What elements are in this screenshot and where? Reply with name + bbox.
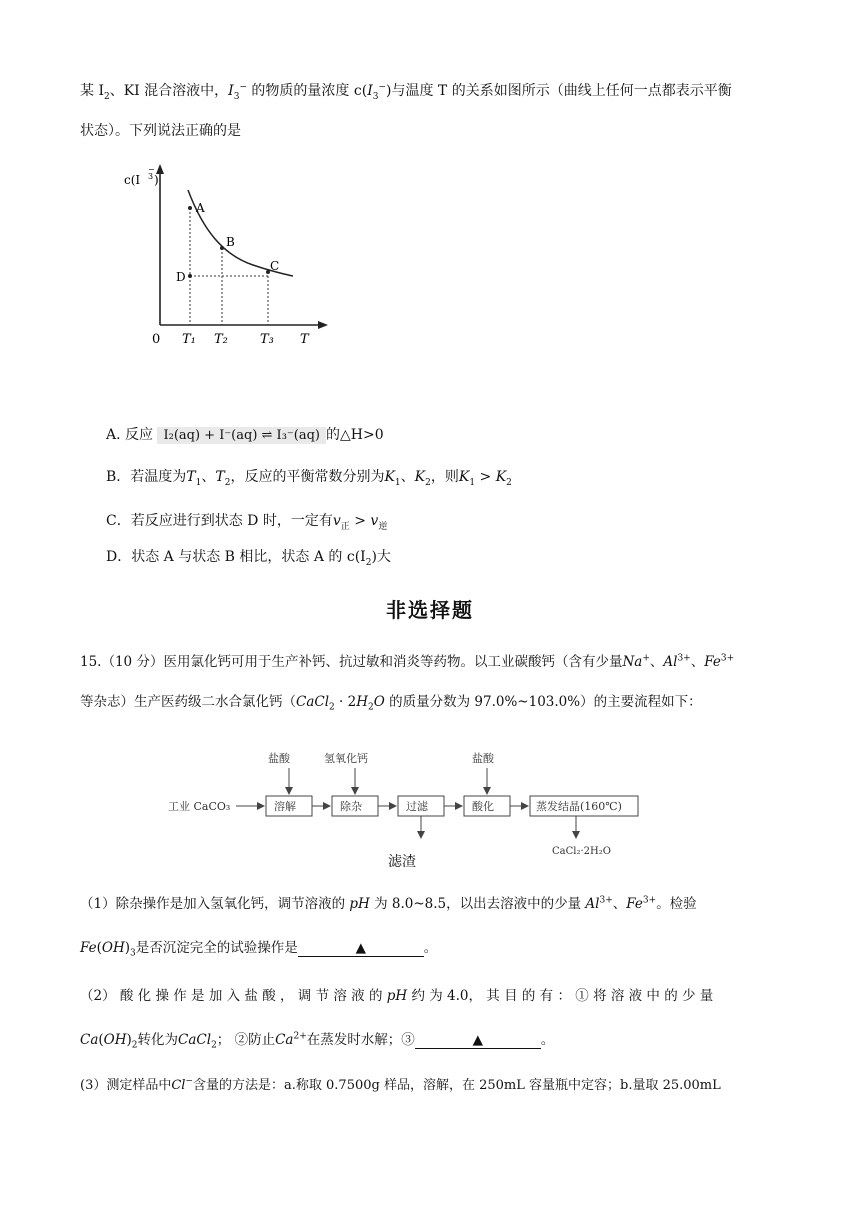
flow-start: 工业 CaCO₃ xyxy=(168,800,231,813)
equation-image: I₂(aq) + I⁻(aq) ⇌ I₃⁻(aq) xyxy=(157,427,326,444)
option-c-text: C．若反应进行到状态 D 时，一定有 xyxy=(106,513,333,529)
y-axis-label: c(I xyxy=(124,173,141,187)
v-reverse-sub: 逆 xyxy=(378,521,388,532)
part1-text: 为 8.0~8.5，以出去溶液中的少量 xyxy=(374,896,582,912)
flow-add-caoh2: 氢氧化钙 xyxy=(324,752,368,765)
origin-label: 0 xyxy=(152,332,161,347)
q15-part1-line1: （1）除杂操作是加入氢氧化钙，调节溶液的 pH 为 8.0~8.5，以出去溶液中的少量 $Al^{3+}$、$Fe^{3+}$。检验 xyxy=(80,895,697,912)
option-d-tail: )大 xyxy=(371,549,391,565)
part2-text: 约 为 4.0， 其 目 的 有 ： ① 将 溶 液 中 的 少 量 xyxy=(411,988,714,1004)
label-b: B xyxy=(226,235,235,249)
part2-text: 转化为 xyxy=(137,1032,179,1048)
y-axis-label-sub: 3 xyxy=(148,172,154,181)
stem-text: )与温度 T 的关系如图所示（曲线上任何一点都表示平衡 xyxy=(386,83,732,99)
tick-t2: T₂ xyxy=(214,332,228,347)
flow-add-hcl-2: 盐酸 xyxy=(472,752,494,765)
q15-part1-line2: $Fe(OH)_3$是否沉淀完全的试验操作是 ▲ 。 xyxy=(80,940,438,959)
q15-stem-text: 等杂志）生产医药级二水合氯化钙（ xyxy=(80,694,296,710)
answer-blank-2[interactable] xyxy=(415,1032,541,1049)
option-b-text: B．若温度为 xyxy=(106,469,187,485)
part2-text: （2） 酸 化 操 作 是 加 入 盐 酸 ， 调 节 溶 液 的 xyxy=(80,988,383,1004)
tick-t3: T₃ xyxy=(260,332,274,347)
label-d: D xyxy=(176,270,186,284)
option-b-text: ，反应的平衡常数分别为 xyxy=(230,469,385,485)
label-a: A xyxy=(196,201,205,215)
part3-text: (3）测定样品中 xyxy=(80,1078,172,1093)
option-a xyxy=(106,424,384,444)
flow-step1-label: 溶解 xyxy=(274,800,296,813)
part2-text: 在蒸发时水解；③ xyxy=(306,1032,415,1048)
x-axis-label: T xyxy=(300,332,309,347)
part1-text: 。 xyxy=(423,940,438,956)
v-forward-sub: 正 xyxy=(340,521,350,532)
flow-step3-label: 过滤 xyxy=(406,800,428,813)
part2-text: ； ②防止 xyxy=(216,1032,276,1048)
q15-stem-line1: 15.（10 分）医用氯化钙可用于生产补钙、抗过敏和消炎等药物。以工业碳酸钙（含有少量Na+、$Al^{3+}$、$Fe^{3+}$ xyxy=(80,653,735,670)
option-a-suffix: 的△H>0 xyxy=(325,427,384,443)
part1-text: 。检验 xyxy=(656,896,697,912)
flow-add-hcl-1: 盐酸 xyxy=(268,752,290,765)
option-d-text: D．状态 A 与状态 B 相比，状态 A 的 c(I xyxy=(106,549,366,565)
stem-text: 某 I xyxy=(80,83,104,99)
q14-stem-line1: 某 $I_2$、KI 混合溶液中，$I_3^-$ 的物质的量浓度 $c(I_3^-)$与温度 T 的关系如图所示（曲线上任何一点都表示平衡 xyxy=(80,82,732,102)
option-b: B．若温度为$T_1$、$T_2$，反应的平衡常数分别为$K_1$、$K_2$，则$K_1 > K_2$ xyxy=(106,469,512,488)
option-a-prefix: A. 反应 xyxy=(106,427,154,443)
answer-blank-1[interactable] xyxy=(298,940,424,957)
flow-residue: 滤渣 xyxy=(388,854,416,870)
q14-stem-line2: 状态）。下列说法正确的是 xyxy=(80,123,241,139)
stem-text: 、KI 混合溶液中， xyxy=(109,83,229,99)
stem-text: 的物质的量浓度 c( xyxy=(246,83,368,99)
triangle-mark: ▲ xyxy=(472,1032,483,1048)
q15-part2-line2: $Ca(OH)_2$转化为CaCl$_2$； ②防止$Ca^{2+}$在蒸发时水解；③ ▲ 。 xyxy=(80,1031,555,1051)
option-d: D．状态 A 与状态 B 相比，状态 A 的 $c(I_2)$大 xyxy=(106,549,391,568)
flow-product: CaCl₂·2H₂O xyxy=(552,846,611,857)
part3-text: 含量的方法是：a.称取 0.7500g 样品，溶解，在 250mL 容量瓶中定容；b.量取 25.00mL xyxy=(193,1078,721,1093)
x-axis-arrow xyxy=(318,321,328,329)
q15-stem-text: 15.（10 分）医用氯化钙可用于生产补钙、抗过敏和消炎等药物。以工业碳酸钙（含有少量 xyxy=(80,654,623,670)
section-title: 非选择题 xyxy=(386,598,474,622)
triangle-mark: ▲ xyxy=(355,940,366,956)
process-flowchart xyxy=(160,740,680,870)
point-b xyxy=(220,246,224,250)
label-c: C xyxy=(270,259,280,273)
concentration-temperature-graph xyxy=(118,160,348,360)
q15-part3-line1: (3）测定样品中Cl−含量的方法是：a.称取 0.7500g 样品，溶解，在 250mL 容量瓶中定容；b.量取 25.00mL xyxy=(80,1076,721,1093)
q15-part2-line1: （2） 酸 化 操 作 是 加 入 盐 酸 ， 调 节 溶 液 的 pH 约 为 4.0， 其 目 的 有 ： ① 将 溶 液 中 的 少 量 xyxy=(80,988,714,1004)
q15-stem-text: 的质量分数为 97.0%~103.0%）的主要流程如下： xyxy=(389,694,702,710)
point-a xyxy=(188,206,192,210)
flow-step2-label: 除杂 xyxy=(340,800,362,813)
part1-text: 是否沉淀完全的试验操作是 xyxy=(135,940,298,956)
flow-step4-label: 酸化 xyxy=(472,800,494,813)
option-b-text: ，则 xyxy=(430,469,459,485)
y-axis-label-sup: − xyxy=(148,165,155,174)
option-c: C．若反应进行到状态 D 时，一定有$v_正 > v_逆$ xyxy=(106,513,388,532)
part2-text: 。 xyxy=(540,1032,555,1048)
flow-step5-label: 蒸发结晶(160℃) xyxy=(536,800,622,813)
part1-text: （1）除杂操作是加入氢氧化钙，调节溶液的 xyxy=(80,896,346,912)
q15-stem-line2: 等杂志）生产医药级二水合氯化钙（CaCl$_2$ · $2H_2O$ 的质量分数为 97.0%~103.0%）的主要流程如下： xyxy=(80,694,702,713)
y-axis-label-close: ) xyxy=(154,173,159,187)
point-d xyxy=(188,274,192,278)
tick-t1: T₁ xyxy=(182,332,196,347)
